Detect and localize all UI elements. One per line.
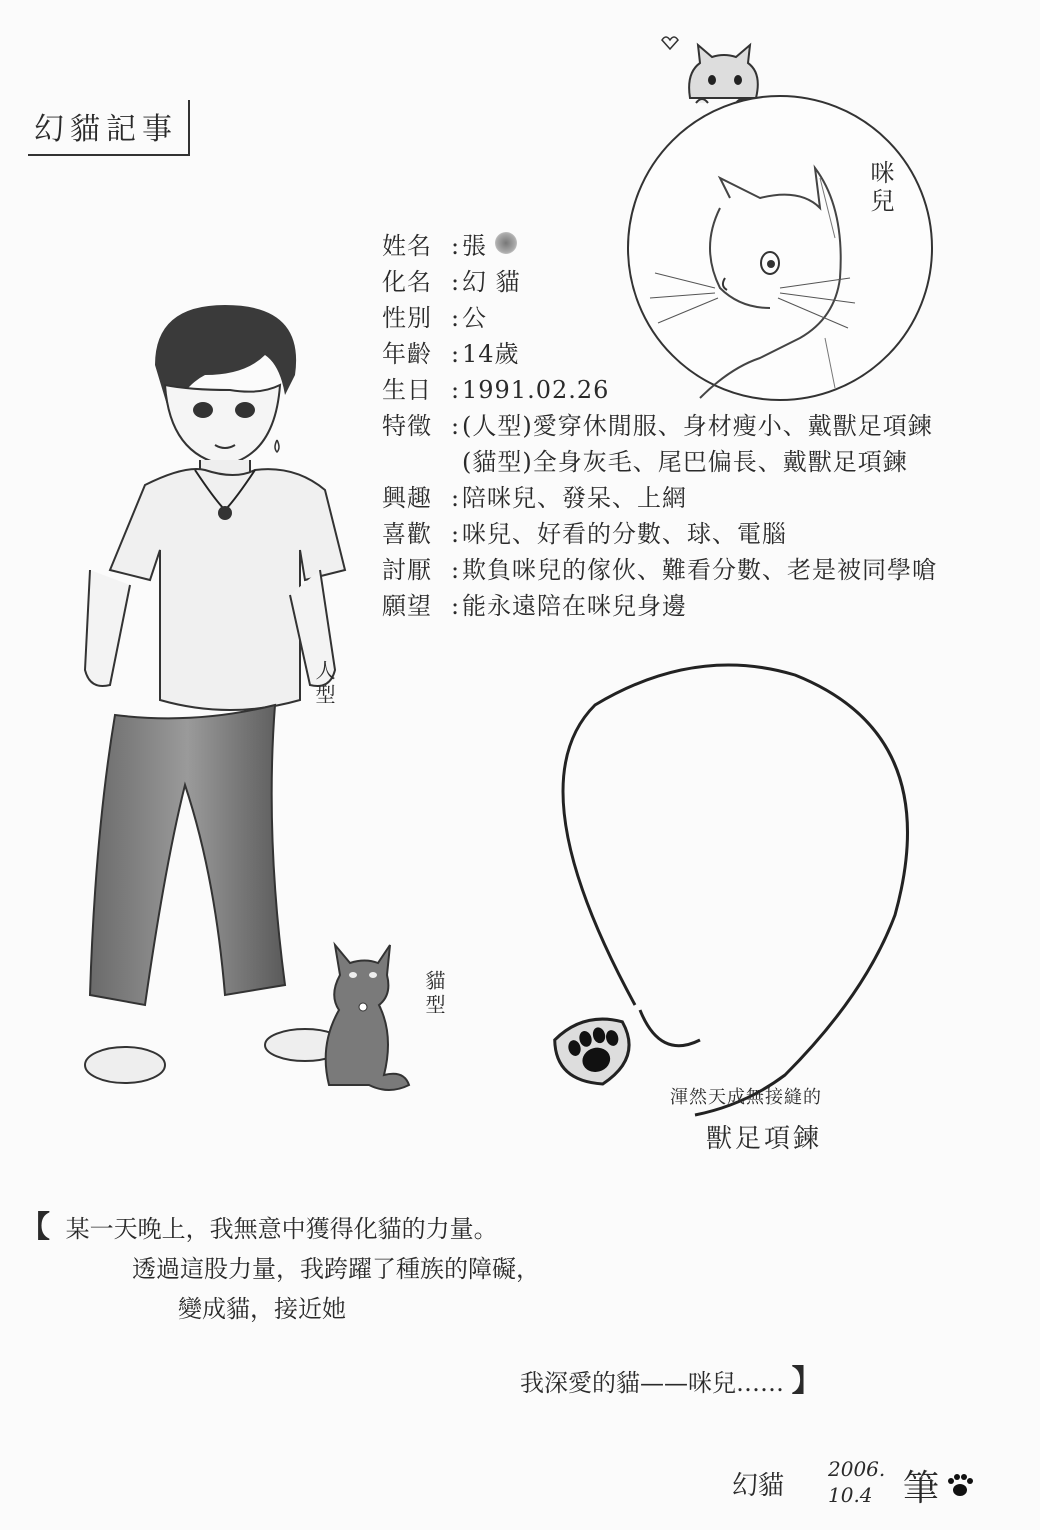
hobbies-value: 陪咪兒、發呆、上網 [462, 484, 687, 512]
gender-label: 性別 [382, 304, 432, 332]
profile-traits-row: 特徵 : (人型)愛穿休閒服、身材瘦小、戴獸足項鍊 (貓型)全身灰毛、尾巴偏長、戴獸足項鍊 [382, 408, 942, 480]
profile-likes-row: 喜歡 : 咪兒、好看的分數、球、電腦 [382, 516, 942, 552]
profile-dislikes-row: 討厭 : 欺負咪兒的傢伙、難看分數、老是被同學嗆 [382, 552, 942, 588]
signature-name: 幻貓 [732, 1471, 785, 1501]
signature-pen: 筆 [903, 1468, 940, 1509]
age-label: 年齡 [382, 340, 432, 368]
name-value: 張 [462, 232, 487, 260]
paw-necklace-drawing [535, 665, 935, 1125]
signature-day: 10.4 [828, 1483, 873, 1507]
name-redaction [495, 232, 517, 254]
likes-label: 喜歡 [382, 520, 432, 548]
profile-wish-row: 願望 : 能永遠陪在咪兒身邊 [382, 588, 942, 624]
alias-label: 化名 [382, 268, 432, 296]
story-line-1-text: 某一天晚上，我無意中獲得化貓的力量。 [65, 1215, 498, 1243]
wish-label: 願望 [382, 592, 432, 620]
traits-cat: (貓型)全身灰毛、尾巴偏長、戴獸足項鍊 [462, 448, 908, 476]
profile-name-row: 姓名 : 張 [382, 228, 942, 264]
age-value: 14歲 [462, 340, 520, 368]
likes-value: 咪兒、好看的分數、球、電腦 [462, 520, 787, 548]
story-line-2: 透過這股力量，我跨躍了種族的障礙， [132, 1255, 540, 1283]
traits-human: (人型)愛穿休閒服、身材瘦小、戴獸足項鍊 [462, 412, 933, 440]
profile-alias-row: 化名 : 幻 貓 [382, 264, 942, 300]
hobbies-label: 興趣 [382, 484, 432, 512]
paw-icon [945, 1470, 975, 1500]
alias-value: 幻 貓 [462, 268, 521, 296]
birthday-label: 生日 [382, 376, 432, 404]
profile-age-row: 年齡 : 14歲 [382, 336, 942, 372]
gender-value: 公 [462, 304, 487, 332]
cat-form-label: 貓型 [422, 970, 446, 1018]
traits-label: 特徵 [382, 412, 432, 440]
page-title: 幻貓記事 [28, 100, 190, 156]
heart-icon [662, 37, 678, 49]
profile-gender-row: 性別 : 公 [382, 300, 942, 336]
story-line-1 [20, 1208, 540, 1249]
cat-form-illustration [305, 935, 415, 1095]
story-open-bracket: 【 [20, 1210, 50, 1245]
story-closing-text: 我深愛的貓——咪兒…… [520, 1369, 784, 1397]
signature-date [828, 1456, 885, 1508]
wish-value: 能永遠陪在咪兒身邊 [462, 592, 687, 620]
profile-birthday-row: 生日 : 1991.02.26 [382, 372, 942, 408]
mier-label: 咪兒 [866, 160, 894, 216]
necklace-caption-large: 獸足項鍊 [706, 1124, 823, 1154]
profile-hobbies-row: 興趣 : 陪咪兒、發呆、上網 [382, 480, 942, 516]
paw-icon [550, 1012, 638, 1094]
story-closing [520, 1356, 830, 1400]
necklace-caption-small: 渾然天成無接縫的 [670, 1087, 822, 1108]
story-text [20, 1208, 540, 1329]
dislikes-value: 欺負咪兒的傢伙、難看分數、老是被同學嗆 [462, 556, 937, 584]
human-form-label: 人型 [312, 660, 336, 708]
birthday-value: 1991.02.26 [462, 376, 610, 404]
name-label: 姓名 [382, 232, 432, 260]
story-close-bracket: 】 [791, 1364, 822, 1399]
profile-card [382, 228, 942, 624]
story-line-3: 變成貓，接近她 [178, 1295, 346, 1323]
signature-year: 2006. [828, 1457, 886, 1481]
dislikes-label: 討厭 [382, 556, 432, 584]
